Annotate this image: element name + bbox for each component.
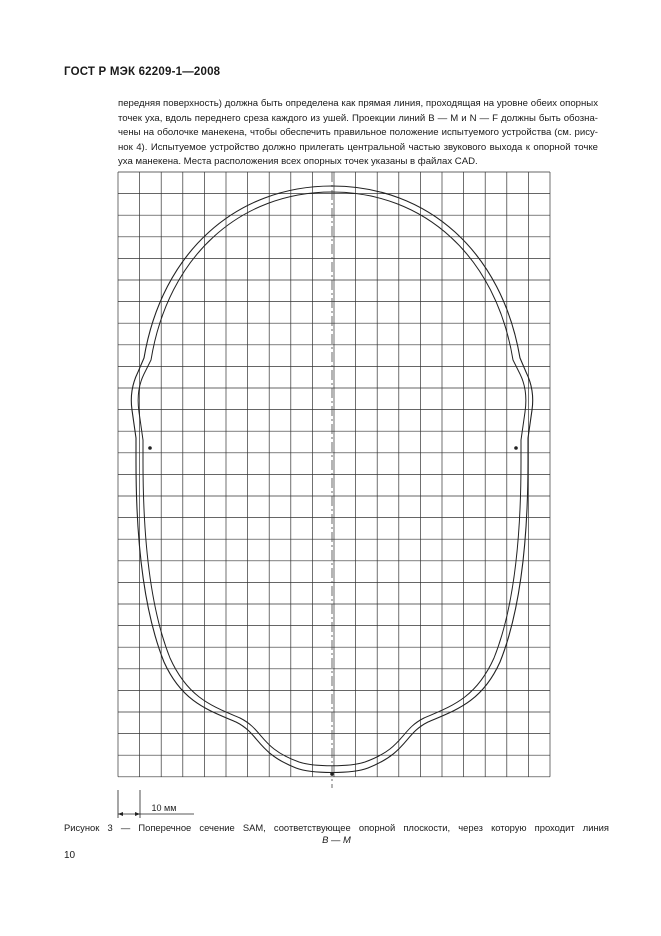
caption-line: B — M <box>322 834 351 845</box>
scale-marker <box>118 790 194 818</box>
page-number: 10 <box>64 850 76 861</box>
body-line: чены на оболочке манекена, чтобы обеспечить правильное положение испытуемого устройства (см. рису- <box>118 127 598 139</box>
caption-line: Рисунок 3 — Поперечное сечение SAM, соответствующее опорной плоскости, через которую проходит линия <box>64 822 609 833</box>
body-line: точек уха, вдоль переднего среза каждого из ушей. Проекции линий B — M и N — F должны быть обозна- <box>118 112 598 124</box>
reference-point-right <box>514 446 518 450</box>
reference-point-left <box>148 446 152 450</box>
figure-caption <box>64 822 609 846</box>
document-header: ГОСТ Р МЭК 62209-1—2008 <box>64 66 221 78</box>
body-paragraph <box>118 97 598 170</box>
reference-point-bottom <box>330 772 334 776</box>
cross-section-drawing <box>108 162 568 820</box>
body-line: нок 4). Испытуемое устройство должно прилегать центральной частью звукового выхода к опорной точке <box>118 141 598 153</box>
body-line: уха манекена. Места расположения всех опорных точек указаны в файлах CAD. <box>118 156 478 168</box>
scale-label: 10 мм <box>151 803 177 813</box>
body-line: передняя поверхность) должна быть определена как прямая линия, проходящая на уровне обеих опорных <box>118 98 598 109</box>
figure-head-cross-section <box>108 162 568 820</box>
